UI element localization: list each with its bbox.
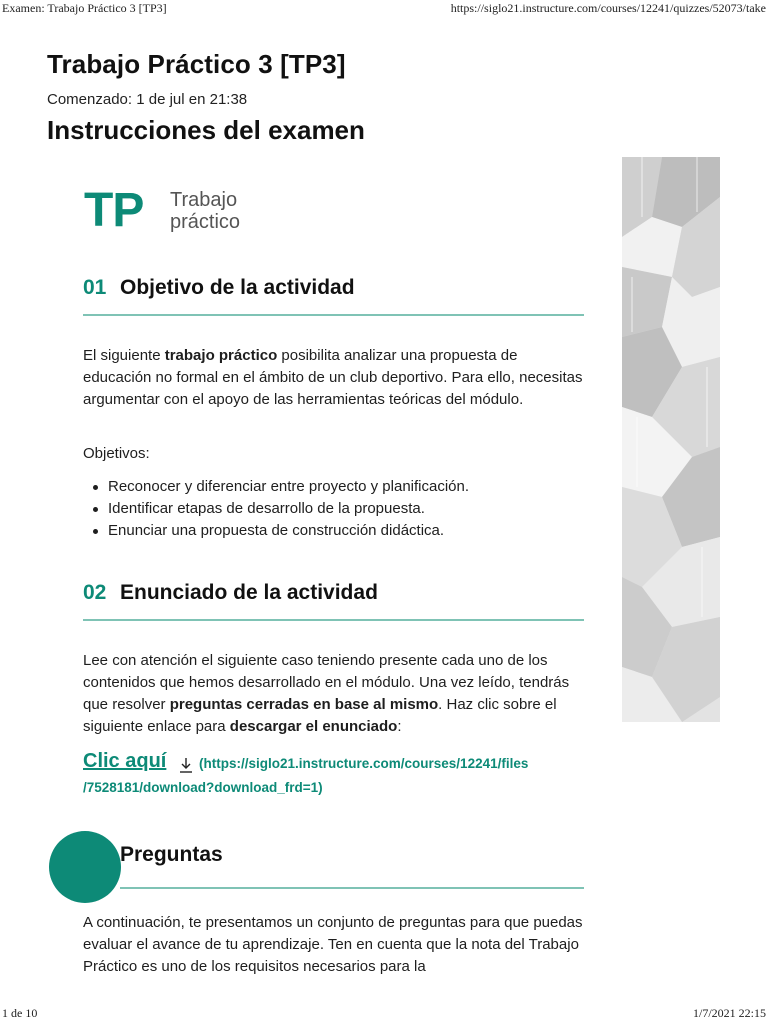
section-objetivo-header bbox=[83, 276, 584, 316]
preguntas-circle-badge bbox=[49, 831, 121, 903]
print-header-url: https://siglo21.instructure.com/courses/12241/quizzes/52073/take bbox=[450, 1, 766, 15]
print-timestamp: 1/7/2021 22:15 bbox=[692, 1006, 766, 1020]
clic-aqui-link[interactable]: Clic aquí bbox=[83, 750, 167, 772]
section-preguntas-header bbox=[120, 843, 584, 889]
instructions-heading: Instrucciones del examen bbox=[47, 115, 365, 145]
download-url-line-2[interactable]: /7528181/download?download_frd=1) bbox=[83, 780, 323, 795]
objectives-label: Objetivos: bbox=[83, 445, 150, 462]
started-timestamp: Comenzado: 1 de jul en 21:38 bbox=[47, 91, 248, 108]
section-heading: Enunciado de la actividad bbox=[120, 581, 378, 604]
download-url-line-1[interactable]: (https://siglo21.instructure.com/courses/12241/files bbox=[199, 756, 529, 771]
section-number: 01 bbox=[83, 276, 107, 299]
list-item: Enunciar una propuesta de construcción didáctica. bbox=[83, 520, 583, 542]
print-header bbox=[0, 0, 768, 18]
download-icon[interactable] bbox=[178, 756, 194, 774]
tp-logo-word-1: Trabajo bbox=[170, 189, 238, 211]
objectives-list bbox=[83, 476, 583, 542]
tp-logo-word-2: práctico bbox=[170, 211, 241, 233]
section-enunciado-header bbox=[83, 581, 584, 621]
section-heading: Objetivo de la actividad bbox=[120, 276, 355, 299]
print-footer bbox=[0, 1006, 768, 1024]
decorative-side-image bbox=[622, 157, 720, 722]
section-heading: Preguntas bbox=[120, 843, 223, 866]
list-item: Identificar etapas de desarrollo de la propuesta. bbox=[83, 498, 583, 520]
objetivo-paragraph: El siguiente trabajo práctico posibilita analizar una propuesta de educación no formal en el ámbito de un club deportivo. Para ello, necesitas argumentar con el apoyo de las herramientas teóricas del módulo. bbox=[83, 347, 583, 408]
section-number: 02 bbox=[83, 581, 107, 604]
page-number: 1 de 10 bbox=[2, 1006, 38, 1020]
tp-logo-mark: TP bbox=[84, 184, 144, 237]
page-title: Trabajo Práctico 3 [TP3] bbox=[47, 49, 346, 79]
preguntas-paragraph: A continuación, te presentamos un conjunto de preguntas para que puedas evaluar el avance de tu aprendizaje. Ten en cuenta que la nota del Trabajo Práctico es uno de los requisitos necesarios para la bbox=[83, 914, 583, 975]
print-header-title: Examen: Trabajo Práctico 3 [TP3] bbox=[2, 1, 167, 15]
list-item: Reconocer y diferenciar entre proyecto y planificación. bbox=[83, 476, 583, 498]
enunciado-paragraph: Lee con atención el siguiente caso teniendo presente cada uno de los contenidos que hemos desarrollado en el módulo. Una vez leído, tendrás que resolver preguntas cerradas en base al mismo. Haz clic sobre el siguiente enlace para descargar el enunciado: bbox=[83, 652, 570, 735]
